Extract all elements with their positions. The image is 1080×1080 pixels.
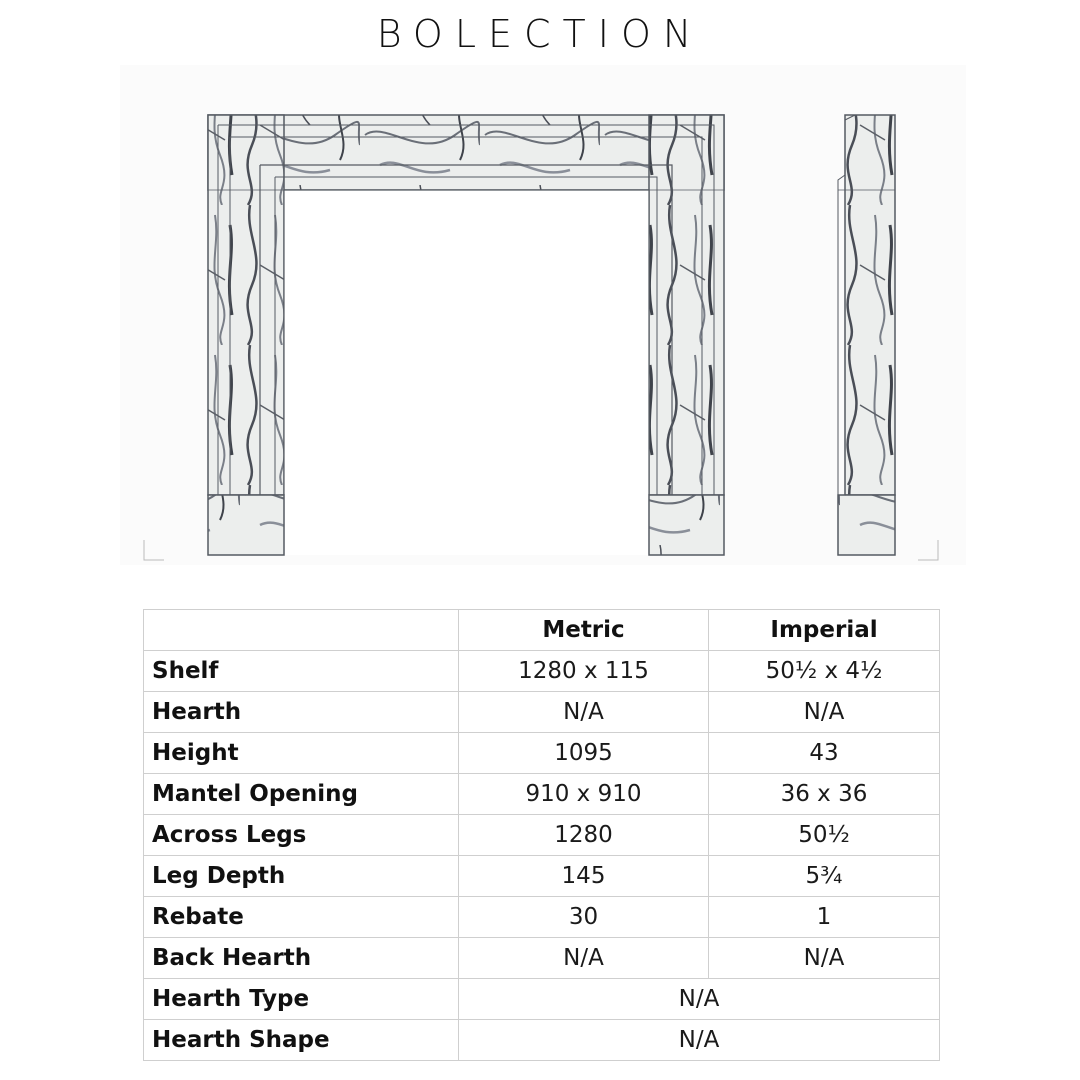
imperial-value: N/A: [709, 692, 940, 733]
metric-value: 145: [459, 856, 709, 897]
table-row: [144, 733, 940, 774]
row-label: Shelf: [144, 651, 459, 692]
header-metric: Metric: [459, 610, 709, 651]
imperial-value: 50½ x 4½: [709, 651, 940, 692]
imperial-value: 50½: [709, 815, 940, 856]
specifications-table: [143, 609, 940, 1061]
fireplace-illustration: [120, 65, 966, 565]
metric-value: N/A: [459, 938, 709, 979]
metric-value: 910 x 910: [459, 774, 709, 815]
table-row: [144, 897, 940, 938]
row-label: Leg Depth: [144, 856, 459, 897]
header-imperial: Imperial: [709, 610, 940, 651]
table-row-merged: [144, 979, 940, 1020]
side-elevation: [838, 115, 895, 555]
row-label: Mantel Opening: [144, 774, 459, 815]
row-label: Across Legs: [144, 815, 459, 856]
row-label: Hearth: [144, 692, 459, 733]
imperial-value: 5¾: [709, 856, 940, 897]
table-header-row: [144, 610, 940, 651]
metric-value: 1280 x 115: [459, 651, 709, 692]
imperial-value: 1: [709, 897, 940, 938]
metric-value: N/A: [459, 692, 709, 733]
front-elevation: [208, 115, 724, 555]
merged-value: N/A: [459, 1020, 940, 1061]
row-label: Height: [144, 733, 459, 774]
row-label: Rebate: [144, 897, 459, 938]
imperial-value: N/A: [709, 938, 940, 979]
header-empty: [144, 610, 459, 651]
table-row: [144, 938, 940, 979]
table-row: [144, 651, 940, 692]
table-row: [144, 692, 940, 733]
imperial-value: 36 x 36: [709, 774, 940, 815]
table-row: [144, 856, 940, 897]
page-title: BOLECTION: [376, 12, 704, 56]
table-row-merged: [144, 1020, 940, 1061]
metric-value: 1095: [459, 733, 709, 774]
imperial-value: 43: [709, 733, 940, 774]
merged-value: N/A: [459, 979, 940, 1020]
metric-value: 30: [459, 897, 709, 938]
row-label: Hearth Shape: [144, 1020, 459, 1061]
row-label: Back Hearth: [144, 938, 459, 979]
table-row: [144, 774, 940, 815]
row-label: Hearth Type: [144, 979, 459, 1020]
table-row: [144, 815, 940, 856]
metric-value: 1280: [459, 815, 709, 856]
